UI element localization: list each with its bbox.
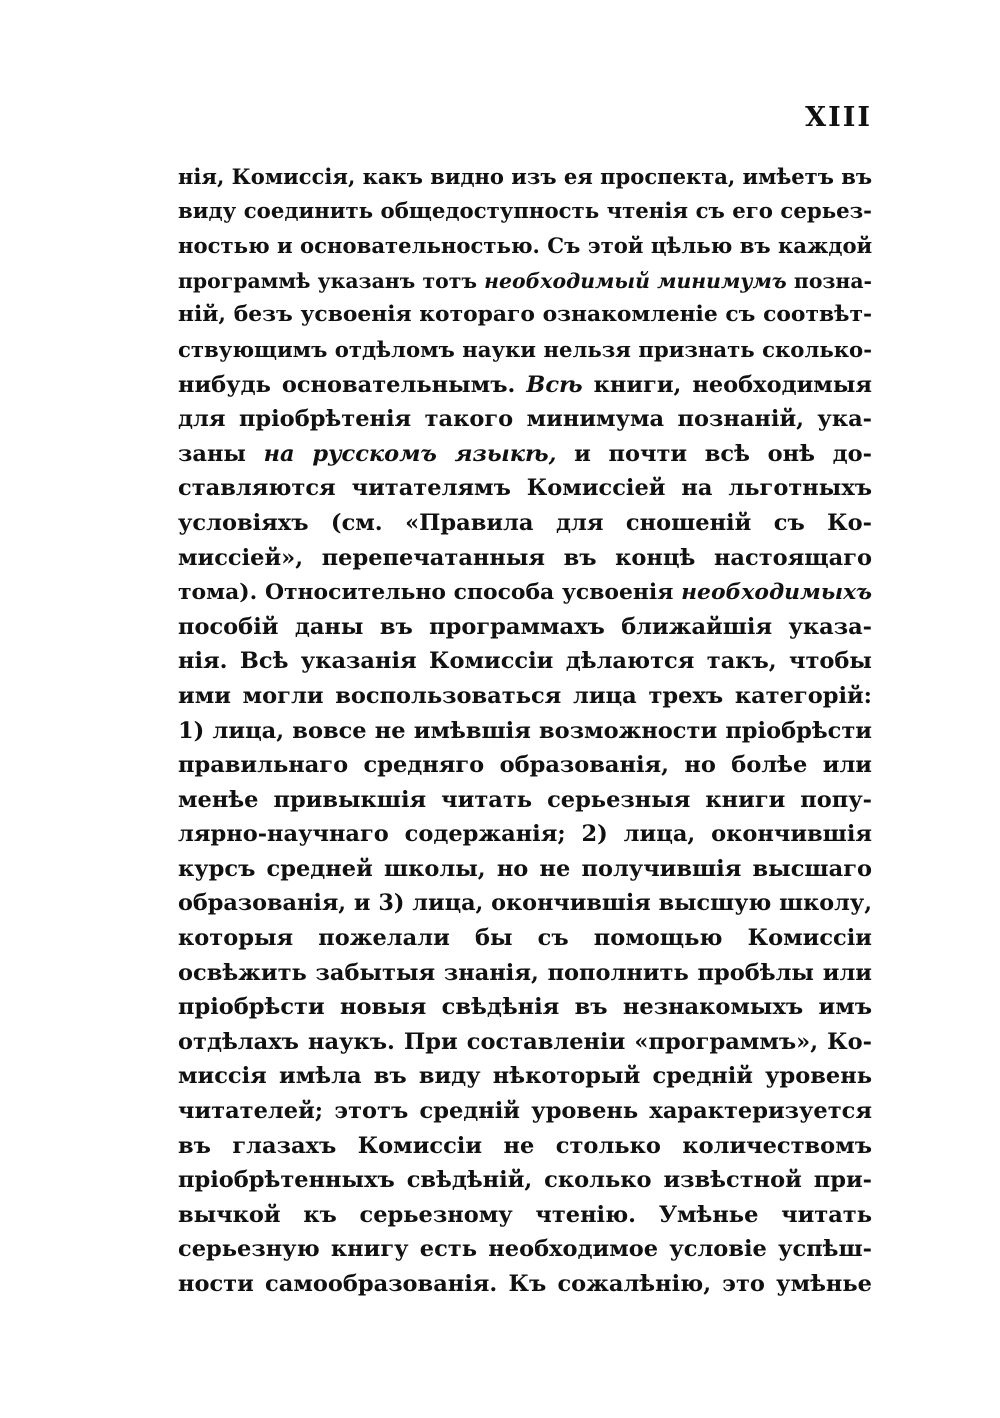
- text-segment: пособій даны въ программахъ ближайшія указа-: [178, 613, 872, 640]
- text-line: [178, 610, 872, 645]
- text-line: [178, 1267, 872, 1302]
- text-segment: миссія имѣла въ виду нѣкоторый средній уровень: [178, 1063, 872, 1090]
- text-segment: пріобрѣсти новыя свѣдѣнія въ незнакомыхъ имъ: [178, 994, 872, 1021]
- text-segment: отдѣлахъ наукъ. При составленіи «программъ», Ко-: [178, 1028, 872, 1055]
- text-line: [178, 264, 872, 299]
- text-segment: освѣжить забытыя знанія, пополнить пробѣлы или: [178, 959, 872, 986]
- text-segment: нія, Комиссія, какъ видно изъ ея проспекта, имѣетъ въ: [178, 164, 873, 189]
- text-segment: нибудь основательнымъ.: [178, 371, 527, 398]
- text-line: [178, 748, 872, 783]
- text-segment: вычкой къ серьезному чтенію. Умѣнье читать: [178, 1201, 872, 1228]
- text-line: [178, 783, 872, 818]
- text-body: [178, 160, 872, 1302]
- text-line: [178, 1129, 872, 1164]
- text-segment: программѣ указанъ тотъ: [178, 268, 485, 293]
- italic-text: на русскомъ языкѣ,: [263, 440, 557, 467]
- text-segment: правильнаго средняго образованія, но болѣе или: [178, 752, 872, 779]
- text-segment: книги, необходимыя: [582, 371, 872, 398]
- text-line: [178, 644, 872, 679]
- text-line: [178, 1163, 872, 1198]
- text-line: [178, 437, 872, 472]
- text-line: [178, 852, 872, 887]
- text-line: [178, 1059, 872, 1094]
- page-number: XIII: [805, 102, 872, 133]
- text-segment: пріобрѣтенныхъ свѣдѣній, сколько извѣстной при-: [178, 1167, 872, 1194]
- text-line: [178, 679, 872, 714]
- italic-text: необходимый минимумъ: [484, 268, 787, 293]
- text-segment: ставляются читателямъ Комиссіей на льготныхъ: [178, 475, 872, 502]
- text-segment: 1) лица, вовсе не имѣвшія возможности пріобрѣсти: [178, 717, 872, 744]
- text-line: [178, 160, 872, 195]
- text-segment: читателей; этотъ средній уровень характеризуется: [178, 1098, 872, 1125]
- text-line: [178, 575, 872, 610]
- text-line: [178, 921, 872, 956]
- text-segment: миссіей», перепечатанныя въ концѣ настоящаго: [178, 544, 872, 571]
- text-segment: ствующимъ отдѣломъ науки нельзя признать сколько-: [178, 336, 872, 362]
- text-line: [178, 714, 872, 749]
- text-segment: и почти всѣ онѣ до-: [556, 440, 872, 467]
- text-line: [178, 1025, 872, 1060]
- text-segment: лярно-научнаго содержанія; 2) лица, окончившія: [178, 821, 872, 848]
- text-line: [178, 1094, 872, 1129]
- text-line: [178, 402, 872, 437]
- text-line: [178, 886, 872, 921]
- text-line: [178, 506, 872, 541]
- text-line: [178, 333, 872, 368]
- text-line: [178, 368, 872, 403]
- italic-text: необходимыхъ: [681, 579, 872, 606]
- text-line: [178, 1232, 872, 1267]
- text-line: [178, 229, 872, 264]
- text-segment: позна-: [786, 268, 872, 293]
- text-segment: ностью и основательностью. Съ этой цѣлью въ каждой: [178, 233, 873, 259]
- text-segment: въ глазахъ Комиссіи не столько количествомъ: [178, 1132, 872, 1159]
- text-line: [178, 471, 872, 506]
- text-segment: тома). Относительно способа усвоенія: [178, 579, 682, 606]
- italic-text: Всѣ: [526, 371, 583, 398]
- text-line: [178, 956, 872, 991]
- text-segment: которыя пожелали бы съ помощью Комиссіи: [178, 925, 872, 952]
- text-segment: ній, безъ усвоенія котораго ознакомленіе съ соотвѣт-: [178, 302, 872, 328]
- text-line: [178, 990, 872, 1025]
- text-segment: виду соединить общедоступность чтенія съ его серьез-: [178, 198, 872, 224]
- text-segment: курсъ средней школы, но не получившія высшаго: [178, 855, 872, 882]
- text-segment: менѣе привыкшія читать серьезныя книги попу-: [178, 786, 872, 813]
- text-line: [178, 298, 872, 333]
- text-line: [178, 817, 872, 852]
- text-line: [178, 541, 872, 576]
- text-segment: ности самообразованія. Къ сожалѣнію, это умѣнье: [178, 1271, 872, 1297]
- text-segment: образованія, и 3) лица, окончившія высшую школу,: [178, 890, 872, 917]
- text-segment: заны: [178, 440, 264, 467]
- text-segment: условіяхъ (см. «Правила для сношеній съ Ко-: [178, 509, 872, 536]
- text-segment: нія. Всѣ указанія Комиссіи дѣлаются такъ, чтобы: [178, 648, 872, 675]
- text-segment: ими могли воспользоваться лица трехъ категорій:: [178, 682, 872, 709]
- text-line: [178, 1198, 872, 1233]
- text-line: [178, 195, 872, 230]
- text-segment: для пріобрѣтенія такого минимума познаній, ука-: [178, 406, 872, 433]
- text-segment: серьезную книгу есть необходимое условіе успѣш-: [178, 1236, 872, 1263]
